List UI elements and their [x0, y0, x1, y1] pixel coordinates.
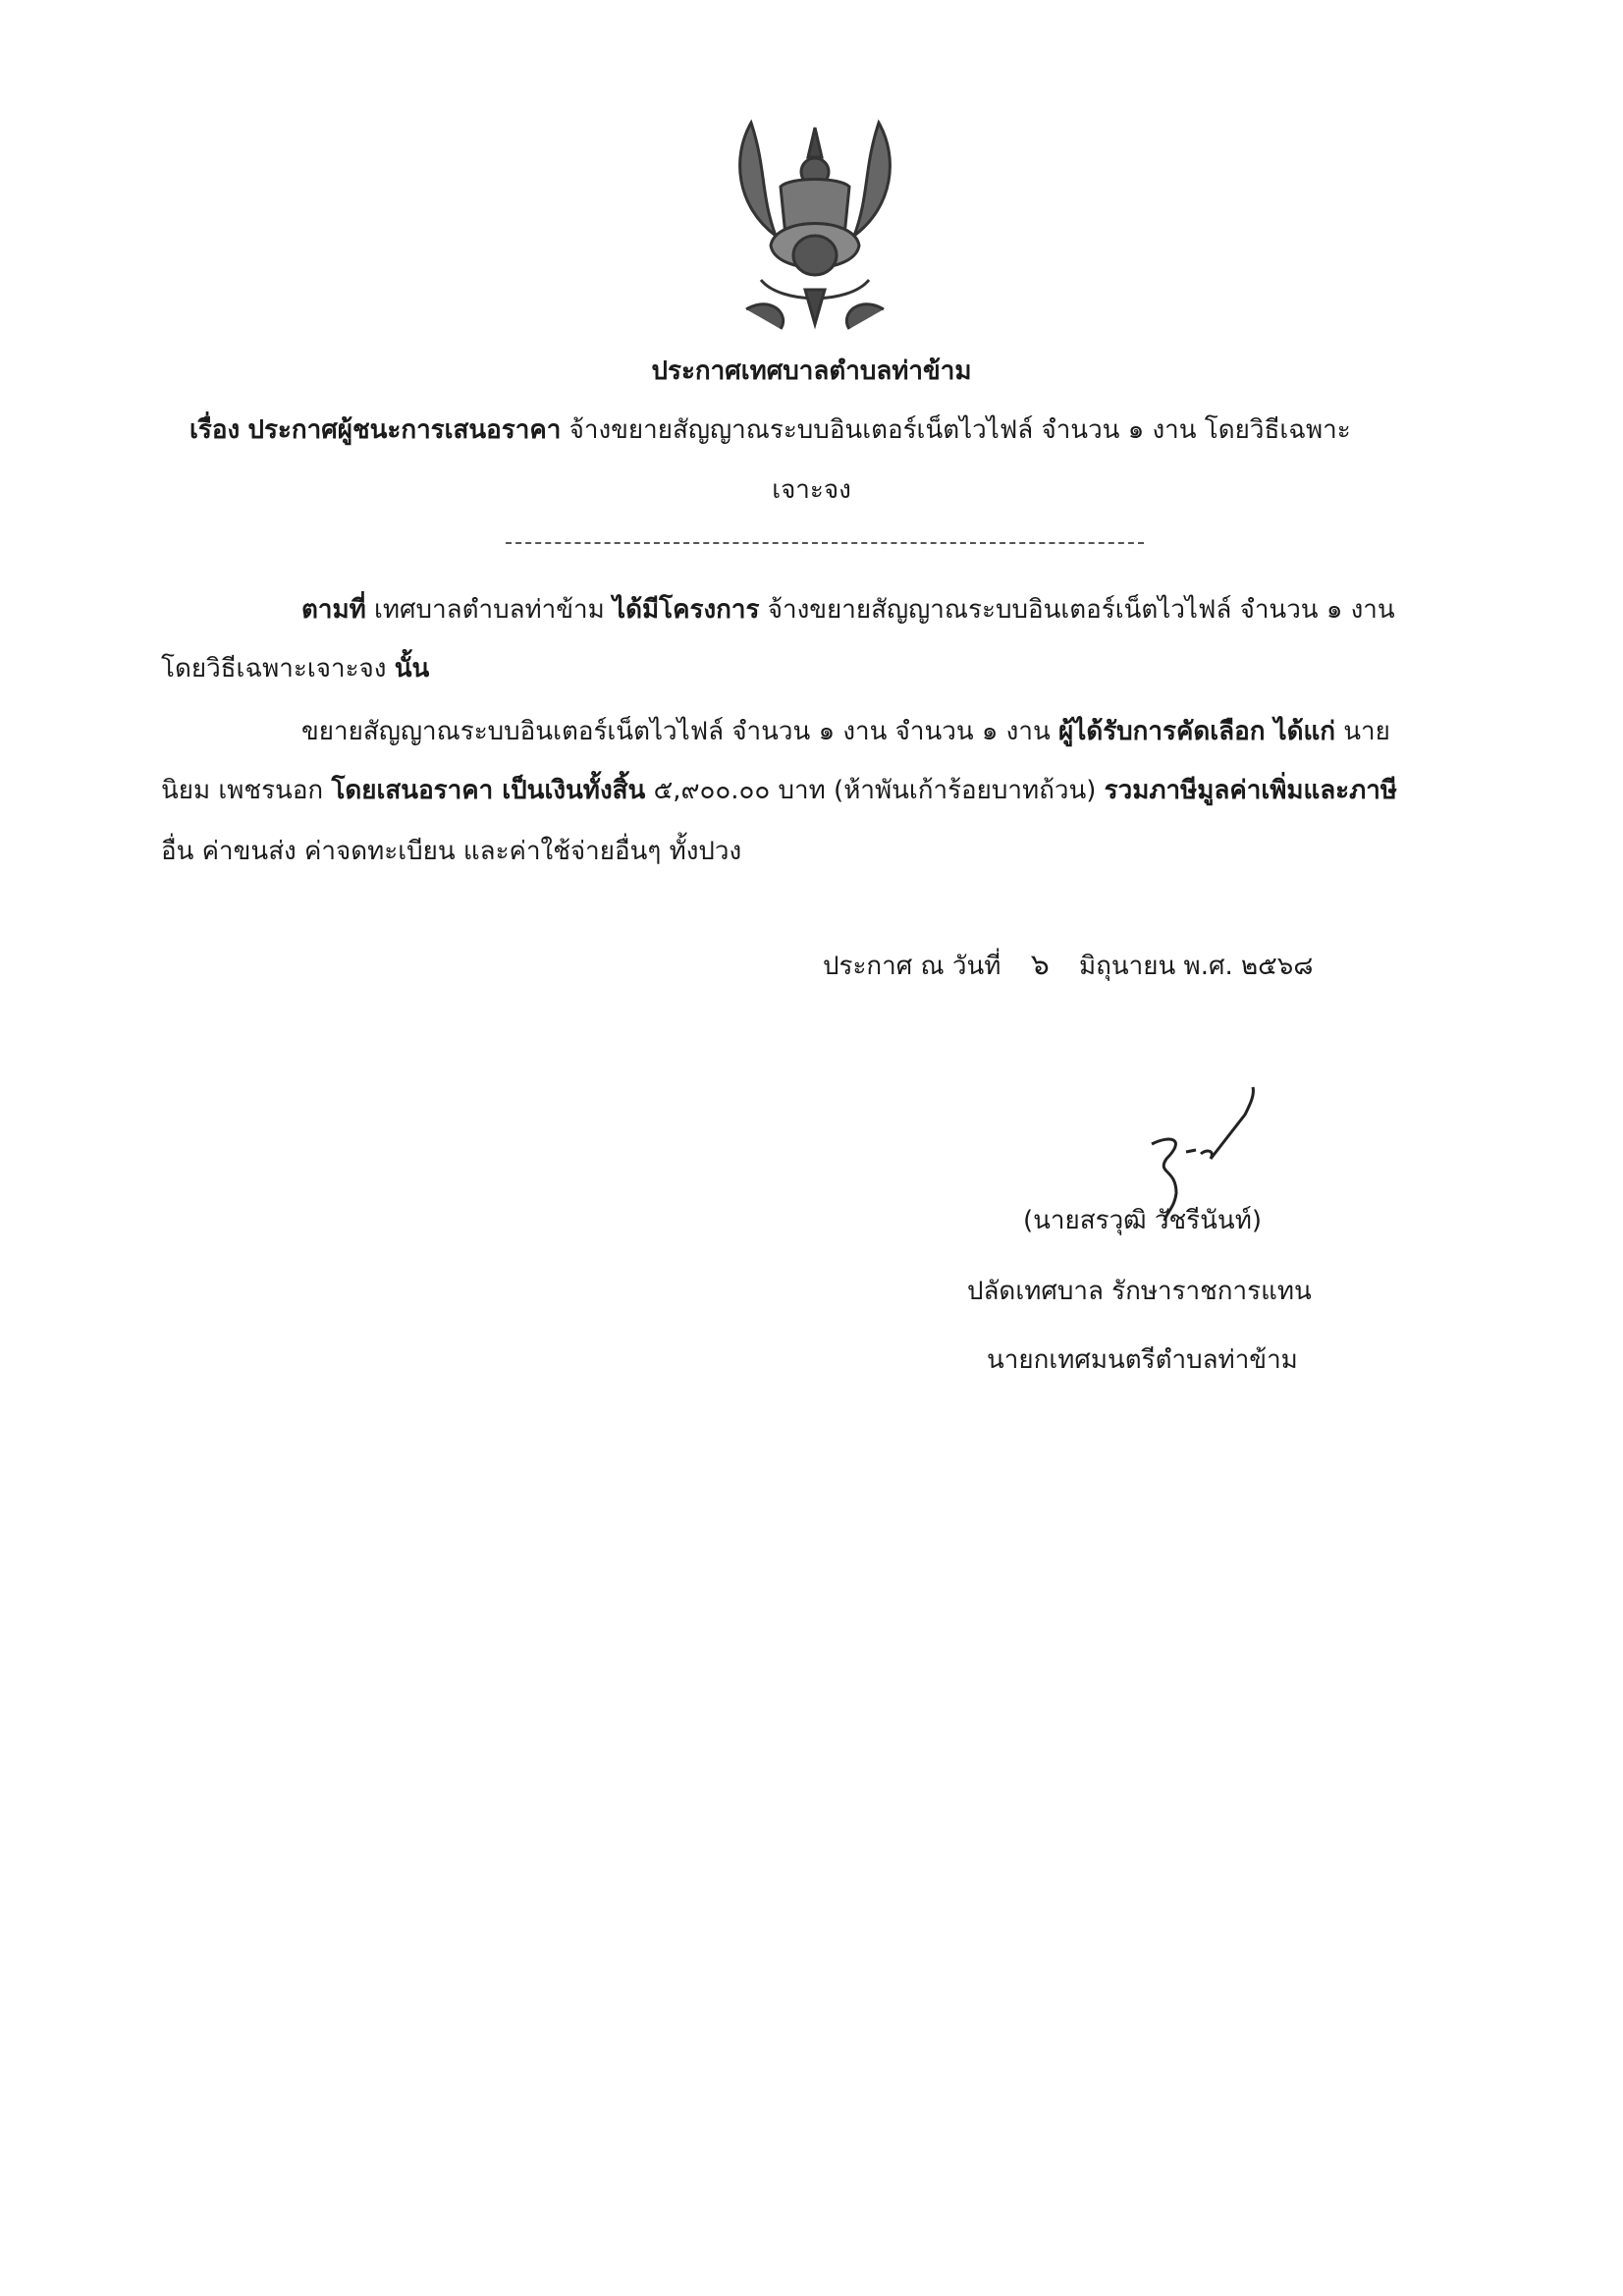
subject-continuation: เจาะจง — [772, 475, 851, 505]
date-day: ๖ — [1030, 948, 1050, 982]
announcement-date — [823, 948, 1313, 983]
paragraph1-end: นั้น — [394, 654, 430, 683]
paragraph1-line2 — [161, 654, 429, 684]
date-month-year: มิถุนายน พ.ศ. ๒๕๖๘ — [1079, 952, 1314, 981]
subject-bold-text: ประกาศผู้ชนะการเสนอราคา — [247, 415, 562, 445]
paragraph2-winner-prefix: นาย — [1343, 717, 1390, 746]
paragraph1-lead: ตามที่ — [301, 595, 366, 625]
paragraph2-line1 — [301, 717, 1390, 747]
paragraph1-method: โดยวิธีเฉพาะเจาะจง — [161, 654, 387, 683]
signatory-position1: ปลัดเทศบาล รักษาราชการแทน — [967, 1277, 1312, 1306]
paragraph2-item: ขยายสัญญาณระบบอินเตอร์เน็ตไวไฟล์ จำนวน ๑ งาน จำนวน ๑ งาน — [301, 717, 1051, 746]
paragraph2-amount: ๕,๙๐๐.๐๐ บาท (ห้าพันเก้าร้อยบาทถ้วน) — [653, 776, 1097, 805]
signatory-name: (นายสรวุฒิ วัชรีนันท์) — [1023, 1206, 1262, 1235]
paragraph2-winner-name: นิยม เพชรนอก — [161, 776, 324, 805]
paragraph2-winner-label: ผู้ได้รับการคัดเลือก ได้แก่ — [1058, 717, 1335, 746]
signatory-position2: นายกเทศมนตรีตำบลท่าข้าม — [987, 1345, 1298, 1375]
paragraph2-offer-label: โดยเสนอราคา เป็นเงินทั้งสิ้น — [331, 776, 646, 805]
subject-line — [189, 415, 1351, 446]
divider — [506, 542, 1144, 544]
date-prefix: ประกาศ ณ วันที่ — [823, 952, 1001, 981]
paragraph1-org: เทศบาลตำบลท่าข้าม — [374, 595, 605, 625]
paragraph2-vat-label: รวมภาษีมูลค่าเพิ่มและภาษี — [1104, 776, 1398, 805]
subject-text: จ้างขยายสัญญาณระบบอินเตอร์เน็ตไวไฟล์ จำนวน ๑ งาน โดยวิธีเฉพาะ — [568, 415, 1351, 445]
garuda-emblem-icon — [722, 118, 908, 339]
paragraph1-line1 — [301, 595, 1395, 626]
signature-icon — [1147, 1085, 1265, 1223]
subject-label: เรื่อง — [189, 415, 241, 445]
paragraph2-line3: อื่น ค่าขนส่ง ค่าจดทะเบียน และค่าใช้จ่ายอื่นๆ ทั้งปวง — [161, 837, 742, 866]
paragraph1-project: จ้างขยายสัญญาณระบบอินเตอร์เน็ตไวไฟล์ จำนวน ๑ งาน — [767, 595, 1395, 625]
paragraph2-line2 — [161, 776, 1397, 806]
document-title: ประกาศเทศบาลตำบลท่าข้าม — [651, 356, 972, 386]
paragraph1-project-label: ได้มีโครงการ — [613, 595, 760, 625]
